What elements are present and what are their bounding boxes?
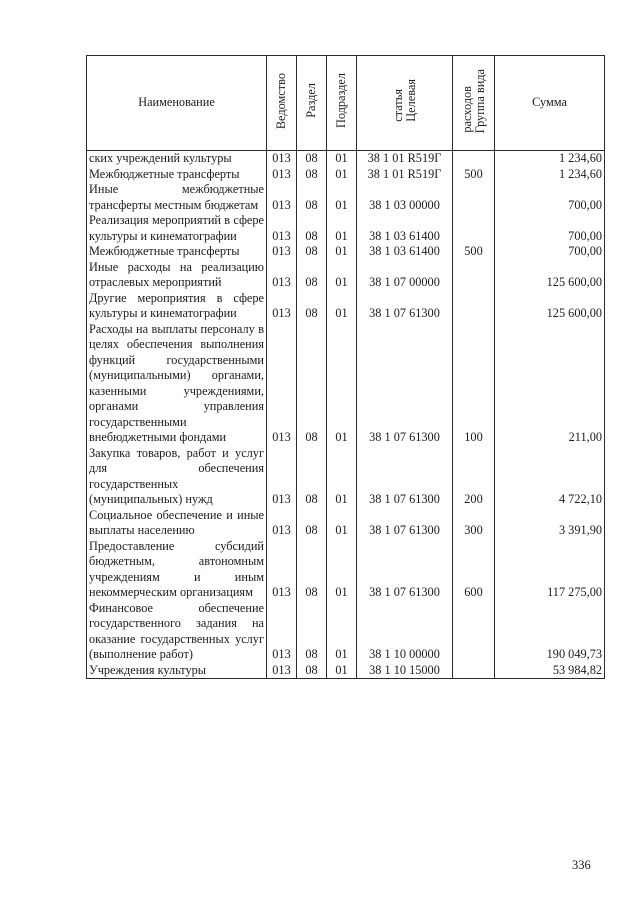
cell-dept: 013	[267, 663, 297, 679]
cell-sum: 4 722,10	[495, 446, 605, 508]
cell-target: 38 1 07 61300	[357, 291, 453, 322]
cell-name: Финансовое обеспечение государственного задания на оказание государственных услуг (выполнение работ)	[87, 601, 267, 663]
cell-sum: 700,00	[495, 182, 605, 213]
cell-group: 500	[453, 244, 495, 260]
cell-subsection: 01	[327, 213, 357, 244]
table-row	[87, 167, 605, 183]
cell-sum: 3 391,90	[495, 508, 605, 539]
cell-subsection: 01	[327, 663, 357, 679]
cell-sum: 211,00	[495, 322, 605, 446]
cell-group: 100	[453, 322, 495, 446]
cell-group	[453, 601, 495, 663]
cell-section: 08	[297, 291, 327, 322]
cell-subsection: 01	[327, 539, 357, 601]
cell-group: 200	[453, 446, 495, 508]
budget-table	[86, 55, 605, 679]
table-row	[87, 213, 605, 244]
cell-group	[453, 182, 495, 213]
cell-target: 38 1 10 00000	[357, 601, 453, 663]
cell-name: Социальное обеспечение и иные выплаты населению	[87, 508, 267, 539]
header-sum: Сумма	[495, 56, 605, 151]
table-row	[87, 291, 605, 322]
cell-group: 300	[453, 508, 495, 539]
cell-target: 38 1 07 00000	[357, 260, 453, 291]
table-header	[87, 56, 605, 151]
cell-target: 38 1 01 R519Г	[357, 167, 453, 183]
table-row	[87, 601, 605, 663]
cell-group	[453, 663, 495, 679]
cell-sum: 125 600,00	[495, 291, 605, 322]
table-row	[87, 539, 605, 601]
cell-group	[453, 291, 495, 322]
cell-section: 08	[297, 213, 327, 244]
cell-section: 08	[297, 322, 327, 446]
cell-dept: 013	[267, 291, 297, 322]
cell-name: Реализация мероприятий в сфере культуры и кинематографии	[87, 213, 267, 244]
cell-name: Иные межбюджетные трансферты местным бюджетам	[87, 182, 267, 213]
table-row	[87, 446, 605, 508]
table-row	[87, 260, 605, 291]
cell-group	[453, 213, 495, 244]
cell-sum: 53 984,82	[495, 663, 605, 679]
cell-sum: 1 234,60	[495, 151, 605, 167]
header-subsection: Подраздел	[327, 56, 357, 151]
header-target: статьяЦелевая	[357, 56, 453, 151]
header-name: Наименование	[87, 56, 267, 151]
cell-section: 08	[297, 182, 327, 213]
cell-dept: 013	[267, 260, 297, 291]
cell-dept: 013	[267, 539, 297, 601]
table-row	[87, 151, 605, 167]
cell-section: 08	[297, 508, 327, 539]
cell-group	[453, 260, 495, 291]
cell-group: 600	[453, 539, 495, 601]
cell-subsection: 01	[327, 151, 357, 167]
cell-subsection: 01	[327, 167, 357, 183]
cell-sum: 190 049,73	[495, 601, 605, 663]
cell-name: Расходы на выплаты персоналу в целях обеспечения выполнения функций государственными (муниципальными) органами, казенными учреждениями, органами управления государственными внебюджетными фондами	[87, 322, 267, 446]
cell-dept: 013	[267, 322, 297, 446]
cell-dept: 013	[267, 244, 297, 260]
cell-target: 38 1 03 61400	[357, 244, 453, 260]
cell-name: ских учреждений культуры	[87, 151, 267, 167]
cell-section: 08	[297, 539, 327, 601]
cell-sum: 117 275,00	[495, 539, 605, 601]
header-dept: Ведомство	[267, 56, 297, 151]
cell-dept: 013	[267, 508, 297, 539]
header-section: Раздел	[297, 56, 327, 151]
cell-section: 08	[297, 151, 327, 167]
cell-dept: 013	[267, 182, 297, 213]
cell-subsection: 01	[327, 446, 357, 508]
cell-name: Закупка товаров, работ и услуг для обеспечения государственных (муниципальных) нужд	[87, 446, 267, 508]
cell-section: 08	[297, 167, 327, 183]
cell-subsection: 01	[327, 260, 357, 291]
cell-subsection: 01	[327, 244, 357, 260]
cell-name: Предоставление субсидий бюджетным, автономным учреждениям и иным некоммерческим организациям	[87, 539, 267, 601]
cell-section: 08	[297, 601, 327, 663]
table-row	[87, 508, 605, 539]
cell-section: 08	[297, 663, 327, 679]
cell-sum: 1 234,60	[495, 167, 605, 183]
cell-dept: 013	[267, 213, 297, 244]
table-row	[87, 244, 605, 260]
cell-sum: 125 600,00	[495, 260, 605, 291]
header-group: расходовГруппа вида	[453, 56, 495, 151]
cell-target: 38 1 07 61300	[357, 322, 453, 446]
cell-subsection: 01	[327, 182, 357, 213]
cell-sum: 700,00	[495, 244, 605, 260]
cell-group: 500	[453, 167, 495, 183]
cell-dept: 013	[267, 601, 297, 663]
table-row	[87, 663, 605, 679]
cell-target: 38 1 07 61300	[357, 446, 453, 508]
cell-name: Межбюджетные трансферты	[87, 244, 267, 260]
cell-subsection: 01	[327, 322, 357, 446]
cell-group	[453, 151, 495, 167]
cell-subsection: 01	[327, 601, 357, 663]
cell-target: 38 1 10 15000	[357, 663, 453, 679]
cell-target: 38 1 03 61400	[357, 213, 453, 244]
table-body	[87, 151, 605, 679]
cell-name: Учреждения культуры	[87, 663, 267, 679]
cell-name: Другие мероприятия в сфере культуры и кинематографии	[87, 291, 267, 322]
cell-target: 38 1 01 R519Г	[357, 151, 453, 167]
cell-target: 38 1 07 61300	[357, 539, 453, 601]
table-row	[87, 182, 605, 213]
cell-name: Межбюджетные трансферты	[87, 167, 267, 183]
cell-subsection: 01	[327, 291, 357, 322]
cell-target: 38 1 03 00000	[357, 182, 453, 213]
cell-dept: 013	[267, 446, 297, 508]
cell-dept: 013	[267, 151, 297, 167]
cell-section: 08	[297, 244, 327, 260]
cell-dept: 013	[267, 167, 297, 183]
table-row	[87, 322, 605, 446]
page-number: 336	[572, 858, 591, 872]
cell-section: 08	[297, 260, 327, 291]
cell-target: 38 1 07 61300	[357, 508, 453, 539]
cell-subsection: 01	[327, 508, 357, 539]
cell-section: 08	[297, 446, 327, 508]
cell-name: Иные расходы на реализацию отраслевых мероприятий	[87, 260, 267, 291]
cell-sum: 700,00	[495, 213, 605, 244]
